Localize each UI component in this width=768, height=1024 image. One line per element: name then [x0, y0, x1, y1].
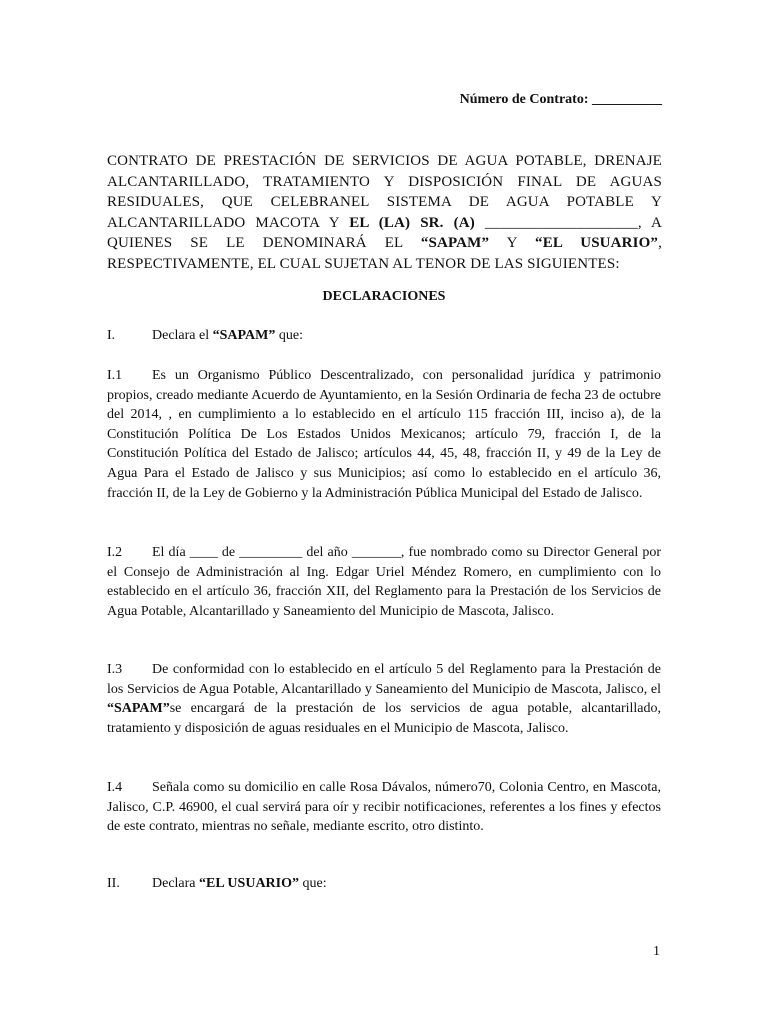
section-text: Declara [152, 876, 200, 891]
clause-number: I.3 [107, 662, 123, 677]
clause-i-2 [107, 543, 661, 621]
title-text: , [658, 235, 662, 252]
title-bold-text: EL (LA) SR. (A) [349, 214, 475, 231]
section-text: que: [299, 876, 327, 891]
clause-text: se encargará de la prestación de los servicios de agua potable, alcantarillado, tratamiento y disposición de aguas residuales en el Municipio de Mascota, Jalisco. [107, 701, 661, 736]
clause-text: Es un Organismo Público Descentralizado, con personalidad jurídica y patrimonio propios, creado mediante Acuerdo de Ayuntamiento, en la Sesión Ordinaria de fecha 23 de octubre del 2014, , en cumplimiento a lo establecido en el artículo 115 fracción III, inciso a), de la Constitución Política De Los Estados Unidos Mexicanos; artículo 79, fracción I, de la Constitución Política del Estado de Jalisco; artículos 44, 45, 48, fracción II, y 49 de la Ley de Agua Para el Estado de Jalisco y sus Municipios; así como lo establecido en el artículo 36, fracción II, de la Ley de Gobierno y la Administración Pública Municipal del Estado de Jalisco. [107, 368, 661, 501]
section-number: II. [107, 876, 120, 891]
declarations-heading: DECLARACIONES [322, 289, 446, 304]
clause-number: I.2 [107, 545, 123, 560]
title-line: ALCANTARILLADO, TRATAMIENTO Y DISPOSICIÓN FINAL DE AGUAS [107, 173, 662, 190]
clause-number: I.4 [107, 780, 123, 795]
section-text: que: [275, 328, 303, 343]
sapam-label: “SAPAM” [107, 701, 170, 717]
clause-text: El día ____ de _________ del año _______, fue nombrado como su Director General por el Consejo de Administración al Ing. Edgar Uriel Méndez Romero, en cumplimiento con lo establecido en el artículo 36, fracción XII, del Reglamento para la Prestación de los Servicios de Agua Potable, Alcantarillado y Saneamiento del Municipio de Mascota, Jalisco. [107, 545, 661, 619]
contract-number-blank: __________ [592, 92, 662, 107]
page-number: 1 [653, 944, 660, 959]
title-text: QUIENES SE LE DENOMINARÁ EL [107, 235, 421, 252]
section-ii-heading [107, 876, 327, 892]
section-i-heading [107, 328, 303, 344]
title-text: ALCANTARILLADO MACOTA Y [107, 214, 350, 231]
title-line: RESIDUALES, QUE CELEBRANEL SISTEMA DE AGUA POTABLE Y [107, 194, 662, 211]
usuario-label: “EL USUARIO” [199, 876, 299, 891]
title-line: RESPECTIVAMENTE, EL CUAL SUJETAN AL TENOR DE LAS SIGUIENTES: [107, 255, 620, 272]
clause-i-3 [107, 660, 661, 738]
title-text: ____________________, A [474, 214, 662, 231]
title-line: CONTRATO DE PRESTACIÓN DE SERVICIOS DE AGUA POTABLE, DRENAJE [107, 153, 662, 169]
sapam-label: “SAPAM” [212, 328, 276, 343]
sapam-label: “SAPAM” [420, 235, 490, 252]
clause-number: I.1 [107, 368, 123, 383]
clause-i-4 [107, 778, 661, 837]
contract-number [460, 92, 662, 108]
section-number: I. [107, 328, 116, 343]
usuario-label: “EL USUARIO” [535, 235, 659, 252]
section-text: Declara el [152, 328, 213, 343]
contract-number-label: Número de Contrato: [459, 92, 589, 107]
clause-text: De conformidad con lo establecido en el artículo 5 del Reglamento para la Prestación de los Servicios de Agua Potable, Alcantarillado y Saneamiento del Municipio de Mascota, Jalisco, el [107, 662, 661, 697]
title-line [107, 213, 662, 234]
clause-i-1 [107, 366, 661, 503]
clause-text: Señala como su domicilio en calle Rosa Dávalos, número70, Colonia Centro, en Mascota, Jalisco, C.P. 46900, el cual servirá para oír y recibir notificaciones, referentes a los fines y efectos de este contrato, mientras no señale, mediante escrito, otro distinto. [107, 780, 661, 835]
title-line [107, 233, 662, 254]
contract-title [107, 151, 662, 275]
title-text: Y [489, 235, 536, 252]
